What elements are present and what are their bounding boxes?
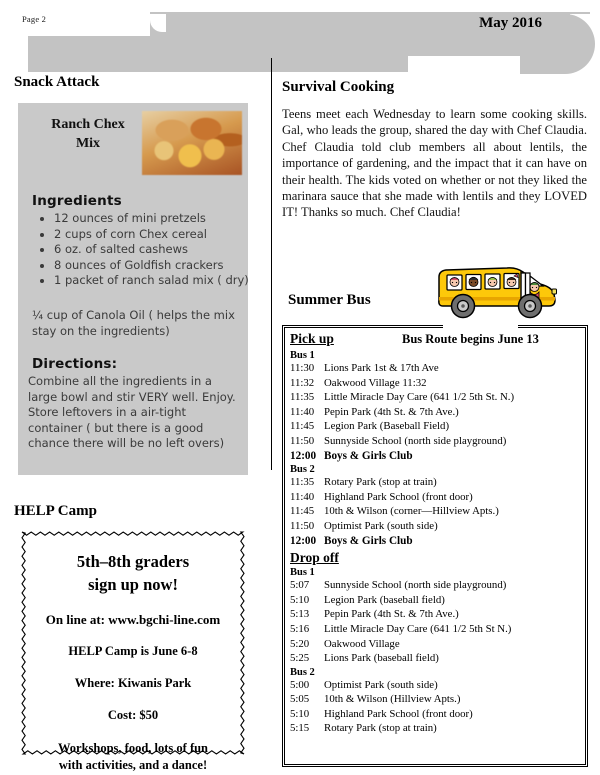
recipe-title-line2: Mix (75, 136, 101, 151)
ingredients-heading: Ingredients (32, 193, 122, 209)
help-camp-flyer (18, 528, 248, 772)
list-item: • 8 ounces of Goldfish crackers (54, 258, 266, 274)
route-stop-row (290, 434, 581, 449)
help-line-grades: 5th–8th graders (76, 552, 190, 571)
stop-location: Rotary Park (stop at train) (324, 476, 437, 489)
survival-cooking-body: Teens meet each Wednesday to learn some cooking skills. Gal, who leads the group, shared the day with Chef Claudia. Chef Claudia told club members all about lentils, the importance of gardening, and the impact that it can have on their health. The kids voted on whether or not they liked the marinara sauce that she made with lentils and they LOVED IT! Thanks so much. Chef Claudia! (282, 107, 587, 220)
stop-location: Rotary Park (stop at train) (324, 722, 437, 735)
stop-location: Legion Park (baseball field) (324, 593, 445, 606)
route-stop-row (290, 707, 581, 722)
stop-location: Highland Park School (front door) (324, 707, 473, 720)
stop-time: 5:20 (290, 637, 310, 650)
route-border-gap (443, 320, 518, 330)
directions-body: Combine all the ingredients in a large bowl and stir VERY well. Enjoy. Store leftovers in a air-tight container ( but there is a good chance there will be no left overs) (28, 374, 236, 451)
route-stop-row (290, 449, 581, 464)
route-stop-row (290, 376, 581, 391)
route-start-banner: Bus Route begins June 13 (402, 332, 539, 346)
stop-time: 11:40 (290, 490, 315, 503)
stop-time: 5:10 (290, 593, 310, 606)
stop-time: 5:16 (290, 622, 310, 635)
help-line-dates: HELP Camp is June 6-8 (68, 644, 198, 658)
list-item: • 1 packet of ranch salad mix ( dry) (54, 273, 266, 289)
stop-location: Oakwood Village (324, 637, 400, 650)
stop-location: Optimist Park (south side) (324, 678, 438, 691)
help-line-location: Where: Kiwanis Park (74, 676, 192, 690)
bus-label: Bus 2 (290, 464, 315, 476)
stop-time: 5:10 (290, 707, 310, 720)
dropoff-heading: Drop off (290, 550, 339, 566)
route-stop-row (290, 651, 581, 666)
bus-route-table (282, 325, 588, 767)
stop-time: 11:30 (290, 362, 315, 374)
bus-label: Bus 1 (290, 567, 315, 579)
page-header (0, 0, 600, 72)
route-stop-row (290, 534, 581, 549)
help-camp-heading: HELP Camp (14, 503, 97, 519)
snack-attack-heading: Snack Attack (14, 74, 100, 90)
stop-time: 11:50 (290, 519, 315, 532)
bus-label: Bus 1 (290, 350, 315, 361)
stop-time: 11:45 (290, 505, 315, 518)
stop-time: 11:35 (290, 391, 315, 404)
recipe-card (18, 103, 248, 475)
summer-bus-heading: Summer Bus (288, 292, 371, 308)
help-line-cost: Cost: $50 (107, 708, 159, 722)
stop-location: Pepin Park (4th St. & 7th Ave.) (324, 608, 459, 621)
header-band-lower (28, 36, 408, 72)
stop-location: Oakwood Village 11:32 (324, 376, 427, 389)
page-number: Page 2 (22, 14, 47, 24)
directions-heading: Directions: (32, 356, 118, 372)
route-stop-row (290, 637, 581, 652)
stop-time: 11:45 (290, 420, 315, 433)
route-stop-row (290, 519, 581, 534)
stop-time: 11:32 (290, 376, 315, 389)
stop-time: 5:00 (290, 678, 310, 691)
stop-time: 5:05 (290, 693, 310, 706)
route-stop-row (290, 721, 581, 736)
list-item: • 2 cups of corn Chex cereal (54, 227, 266, 243)
help-line-details-2: with activities, and a dance! (58, 758, 208, 772)
stop-location: Boys & Girls Club (324, 534, 413, 547)
help-line-website[interactable]: On line at: www.bgchi-line.com (45, 612, 221, 627)
stop-location: Little Miracle Day Care (641 1/2 5th St N.) (324, 622, 512, 635)
route-stop-row (290, 490, 581, 505)
route-stop-row (290, 475, 581, 490)
list-item: • 12 ounces of mini pretzels (54, 211, 266, 227)
stop-time: 5:15 (290, 722, 310, 735)
survival-cooking-heading: Survival Cooking (282, 79, 395, 95)
chex-mix-photo (142, 111, 242, 175)
stop-location: Lions Park (baseball field) (324, 652, 439, 665)
bus-route-content (290, 330, 581, 762)
stop-location: Highland Park School (front door) (324, 490, 473, 503)
stop-location: Boys & Girls Club (324, 449, 413, 462)
stop-time: 12:00 (290, 449, 317, 462)
stop-location: 10th & Wilson (corner—Hillview Apts.) (324, 505, 499, 518)
route-stop-row (290, 390, 581, 405)
stop-time: 11:50 (290, 434, 315, 447)
stop-location: Sunnyside School (north side playground) (324, 579, 507, 592)
route-rows (290, 350, 581, 736)
stop-location: 10th & Wilson (Hillview Apts.) (324, 693, 461, 706)
route-stop-row (290, 593, 581, 608)
stop-time: 12:00 (290, 534, 317, 547)
recipe-title-line1: Ranch Chex (51, 117, 125, 132)
stop-time: 5:13 (290, 608, 310, 621)
route-stop-row (290, 578, 581, 593)
stop-location: Legion Park (Baseball Field) (324, 420, 450, 433)
stop-time: 11:40 (290, 405, 315, 418)
issue-date: May 2016 (479, 15, 542, 31)
route-stop-row (290, 504, 581, 519)
stop-location: Sunnyside School (north side playground) (324, 434, 507, 447)
ingredients-list (32, 211, 266, 289)
stop-location: Optimist Park (south side) (324, 519, 438, 532)
stop-time: 5:07 (290, 579, 310, 592)
route-stop-row (290, 678, 581, 693)
route-stop-row (290, 692, 581, 707)
school-bus-icon (432, 248, 562, 326)
help-line-details-1: Workshops, food, lots of fun (57, 741, 209, 755)
stop-location: Pepin Park (4th St. & 7th Ave.) (324, 405, 459, 418)
route-stop-row (290, 607, 581, 622)
route-stop-row (290, 622, 581, 637)
route-stop-row (290, 419, 581, 434)
route-stop-row (290, 405, 581, 420)
ingredient-oil-note: ¼ cup of Canola Oil ( helps the mix stay on the ingredients) (32, 308, 235, 338)
route-stop-row (290, 361, 581, 376)
stop-location: Lions Park 1st & 17th Ave (324, 362, 439, 374)
bus-label: Bus 2 (290, 666, 315, 678)
stop-location: Little Miracle Day Care (641 1/2 5th St. N.) (324, 391, 515, 404)
pickup-heading: Pick up (290, 331, 334, 346)
help-line-signup: sign up now! (88, 575, 178, 594)
stop-time: 5:25 (290, 652, 310, 665)
stop-time: 11:35 (290, 476, 315, 489)
column-divider (271, 58, 272, 470)
help-camp-content (26, 536, 240, 772)
recipe-title (34, 115, 142, 153)
list-item: • 6 oz. of salted cashews (54, 242, 266, 258)
